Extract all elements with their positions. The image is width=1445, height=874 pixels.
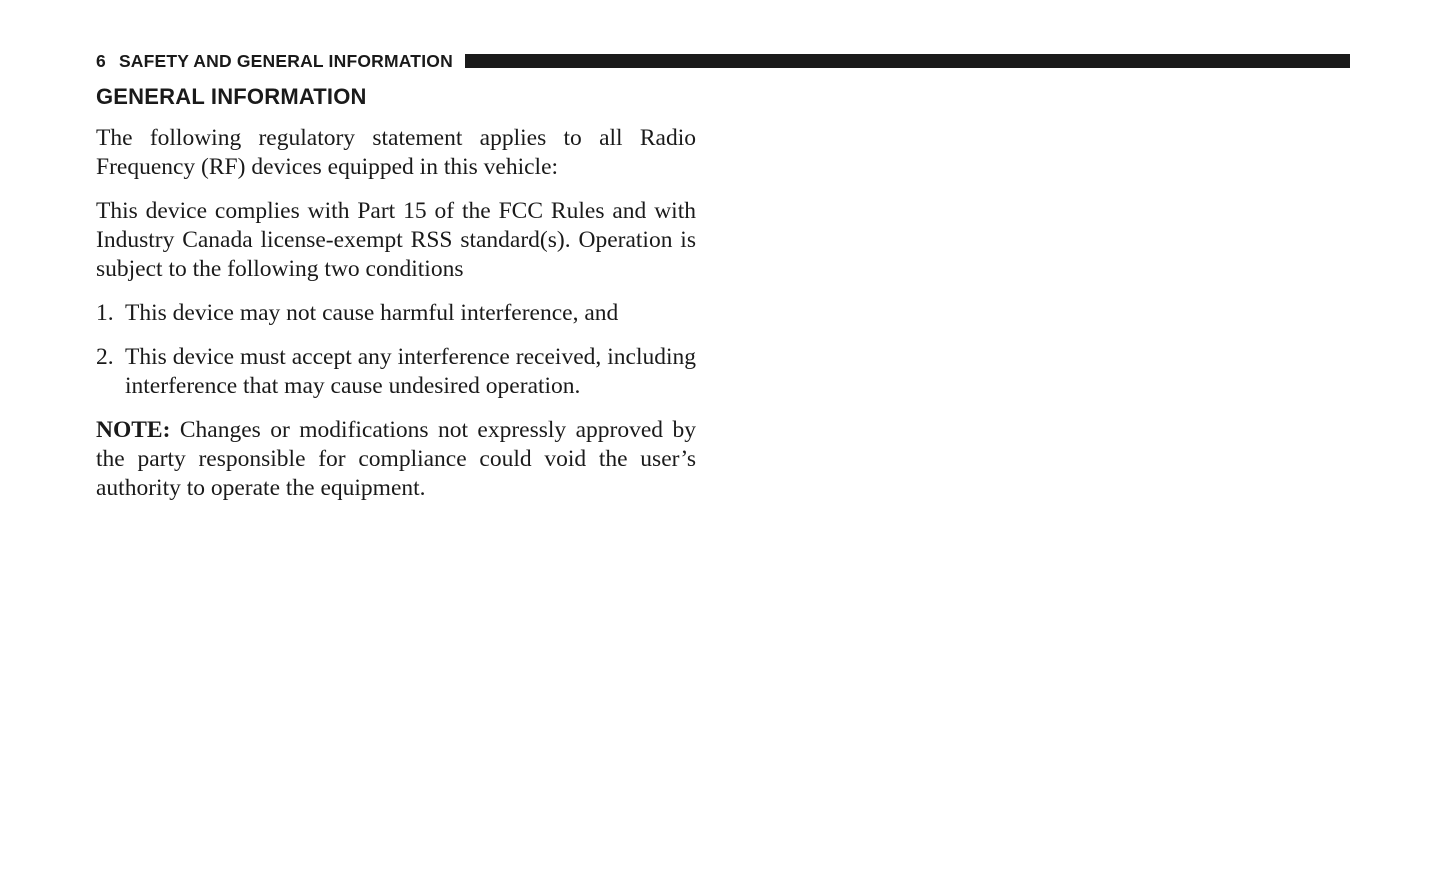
body-column (96, 124, 696, 518)
page-header (96, 50, 1350, 72)
compliance-paragraph: This device complies with Part 15 of the FCC Rules and with Industry Canada license-exempt RSS standard(s). Operation is subject to the following two conditions (96, 198, 696, 282)
header-rule (465, 54, 1350, 68)
note-text: Changes or modifications not expressly approved by the party responsible for compliance could void the user’s authority to operate the equipment. (96, 417, 696, 501)
list-item-text: This device may not cause harmful interference, and (125, 300, 619, 326)
page-number: 6 (96, 50, 106, 71)
list-marker: 1. (96, 300, 114, 326)
section-heading: GENERAL INFORMATION (96, 84, 367, 109)
note-paragraph (96, 416, 696, 503)
list-item (96, 343, 696, 401)
list-marker: 2. (96, 344, 114, 370)
conditions-list (96, 299, 696, 401)
list-item (96, 299, 696, 328)
list-item-text: This device must accept any interference received, including interference that may cause undesired operation. (125, 344, 696, 399)
note-label: NOTE: (96, 417, 171, 443)
running-head: SAFETY AND GENERAL INFORMATION (118, 50, 453, 71)
intro-paragraph: The following regulatory statement applies to all Radio Frequency (RF) devices equipped in this vehicle: (96, 125, 696, 180)
